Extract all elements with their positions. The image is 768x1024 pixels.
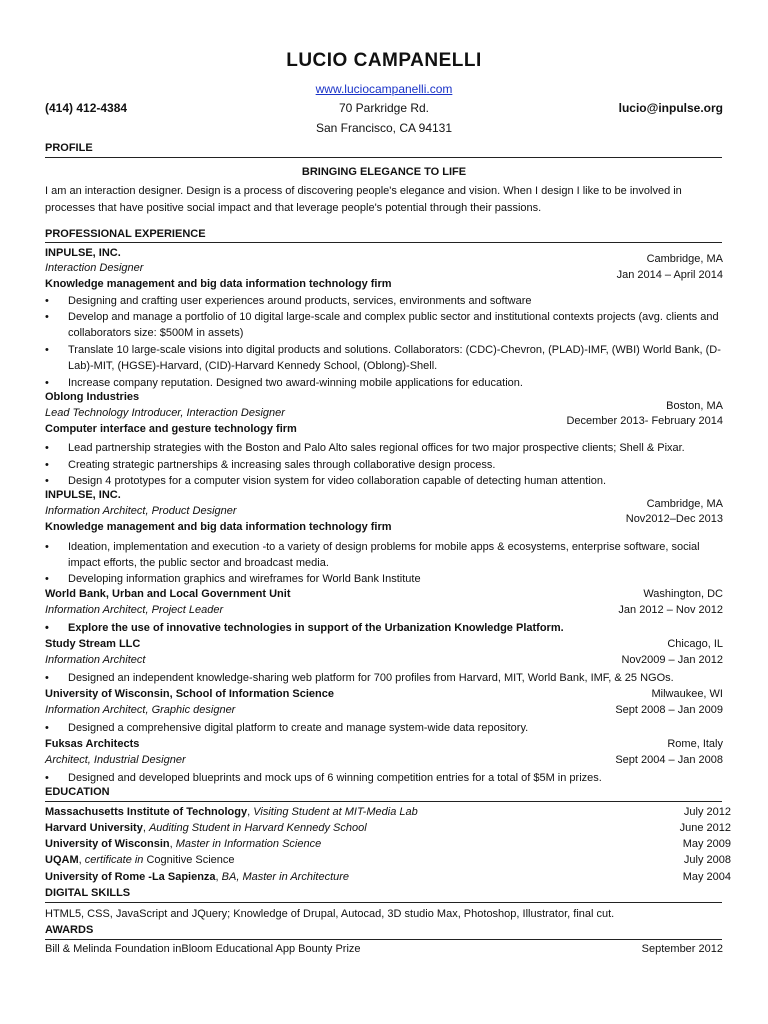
job-location: Washington, DC xyxy=(643,588,723,600)
job-role: Lead Technology Introducer, Interaction Designer xyxy=(45,407,285,419)
job-dates: Nov2009 – Jan 2012 xyxy=(621,654,723,666)
job-org: Study Stream LLC xyxy=(45,638,141,650)
awards-heading: AWARDS xyxy=(45,924,94,936)
candidate-name: LUCIO CAMPANELLI xyxy=(286,50,482,71)
job-location: Chicago, IL xyxy=(667,638,723,650)
job-bullet: • Creating strategic partnerships & increasing sales through collaborative design process. xyxy=(45,459,496,471)
education-heading: EDUCATION xyxy=(45,786,110,798)
job-org: Fuksas Architects xyxy=(45,738,140,750)
award-title: Bill & Melinda Foundation inBloom Educational App Bounty Prize xyxy=(45,943,361,955)
job-bullet: • Designed an independent knowledge-sharing web platform for 700 profiles from Harvard, MIT, World Bank, IMF, & 25 NGOs. xyxy=(45,672,674,684)
job-bullet: • Increase company reputation. Designed two award-winning mobile applications for education. xyxy=(45,377,523,389)
job-dates: Sept 2008 – Jan 2009 xyxy=(615,704,723,716)
job-role: Information Architect, Graphic designer xyxy=(45,704,236,716)
job-bullet: • Design 4 prototypes for a computer vision system for video collaboration capable of detecting human attention. xyxy=(45,475,607,487)
job-location: Boston, MA xyxy=(666,400,723,412)
award-date: September 2012 xyxy=(641,943,723,955)
education-item: Harvard University, Auditing Student in Harvard Kennedy School xyxy=(45,822,367,834)
profile-heading: PROFILE xyxy=(45,142,93,154)
job-dates: Sept 2004 – Jan 2008 xyxy=(615,754,723,766)
job-bullet: • Designing and crafting user experiences around products, services, environments and software xyxy=(45,295,532,307)
awards-divider xyxy=(45,939,722,940)
job-bullet: • Lead partnership strategies with the Boston and Palo Alto sales regional offices for two major prospective clients; Shell & Pixar. xyxy=(45,442,685,454)
job-summary: Knowledge management and big data information technology firm xyxy=(45,521,392,533)
education-date: July 2012 xyxy=(683,806,731,818)
job-bullet: • Designed a comprehensive digital platform to create and manage system-wide data repository. xyxy=(45,722,529,734)
profile-text: I am an interaction designer. Design is a process of discovering people's elegance and vision. When I design I like to be involved in processes that have positive social impact and that leverage people's potential through their passions. xyxy=(45,185,682,214)
education-item: UQAM, certificate in Cognitive Science xyxy=(45,854,235,866)
education-date: July 2008 xyxy=(683,854,731,866)
address-line-2: San Francisco, CA 94131 xyxy=(315,121,453,135)
education-date: May 2004 xyxy=(682,871,731,883)
job-bullet: • Explore the use of innovative technologies in support of the Urbanization Knowledge Platform. xyxy=(45,622,564,634)
job-location: Cambridge, MA xyxy=(646,253,723,265)
education-date: May 2009 xyxy=(682,838,731,850)
education-item: University of Wisconsin, Master in Information Science xyxy=(45,838,322,850)
experience-divider xyxy=(45,242,722,243)
education-item: Massachusetts Institute of Technology, Visiting Student at MIT-Media Lab xyxy=(45,806,418,818)
profile-divider xyxy=(45,157,722,158)
job-dates: Nov2012–Dec 2013 xyxy=(625,513,723,525)
job-org: INPULSE, INC. xyxy=(45,247,121,259)
job-bullet: • Developing information graphics and wireframes for World Bank Institute xyxy=(45,573,421,585)
education-divider xyxy=(45,801,722,802)
job-org: World Bank, Urban and Local Government Unit xyxy=(45,588,291,600)
job-role: Information Architect, Project Leader xyxy=(45,604,224,616)
job-location: Milwaukee, WI xyxy=(651,688,723,700)
experience-heading: PROFESSIONAL EXPERIENCE xyxy=(45,228,206,240)
job-bullet: • Develop and manage a portfolio of 10 digital large-scale and complex public sector and institutional contexts projects (avg. clients and collaborators size: $500M in assets) xyxy=(45,311,719,339)
job-bullet: • Translate 10 large-scale visions into digital products and solutions. Collaborators: (CDC)-Chevron, (PLAD)-IMF, (WBI) World Bank, (D-Lab)-MIT, (HGSE)-Harvard, (CID)-Harvard Kennedy School, (Oblong)-Shell. xyxy=(45,344,721,372)
website-link[interactable]: www.luciocampanelli.com xyxy=(315,82,453,96)
job-location: Cambridge, MA xyxy=(646,498,723,510)
skills-text: HTML5, CSS, JavaScript and JQuery; Knowledge of Drupal, Autocad, 3D studio Max, Photoshop, Illustrator, final cut. xyxy=(45,908,615,920)
job-role: Interaction Designer xyxy=(45,262,144,274)
skills-divider xyxy=(45,902,722,903)
job-bullet: • Ideation, implementation and execution -to a variety of design problems for mobile apps & ecosystems, enterprise software, social impact efforts, the public sector and broadcast media. xyxy=(45,541,700,569)
phone-number: (414) 412-4384 xyxy=(45,101,128,115)
job-org: INPULSE, INC. xyxy=(45,489,121,501)
email-address[interactable]: lucio@inpulse.org xyxy=(618,101,723,115)
job-role: Information Architect xyxy=(45,654,146,666)
job-org: Oblong Industries xyxy=(45,391,140,403)
job-summary: Knowledge management and big data information technology firm xyxy=(45,278,392,290)
job-dates: Jan 2012 – Nov 2012 xyxy=(618,604,723,616)
job-org: University of Wisconsin, School of Information Science xyxy=(45,688,335,700)
job-role: Information Architect, Product Designer xyxy=(45,505,237,517)
job-bullet: • Designed and developed blueprints and mock ups of 6 winning competition entries for a total of $5M in prizes. xyxy=(45,772,602,784)
job-dates: Jan 2014 – April 2014 xyxy=(616,269,723,281)
address-line-1: 70 Parkridge Rd. xyxy=(338,101,430,115)
job-summary: Computer interface and gesture technology firm xyxy=(45,423,297,435)
education-item: University of Rome -La Sapienza, BA, Master in Architecture xyxy=(45,871,350,883)
education-date: June 2012 xyxy=(679,822,731,834)
job-role: Architect, Industrial Designer xyxy=(45,754,186,766)
job-location: Rome, Italy xyxy=(667,738,723,750)
profile-tagline: BRINGING ELEGANCE TO LIFE xyxy=(301,166,467,178)
job-dates: December 2013- February 2014 xyxy=(566,415,723,427)
skills-heading: DIGITAL SKILLS xyxy=(45,887,131,899)
